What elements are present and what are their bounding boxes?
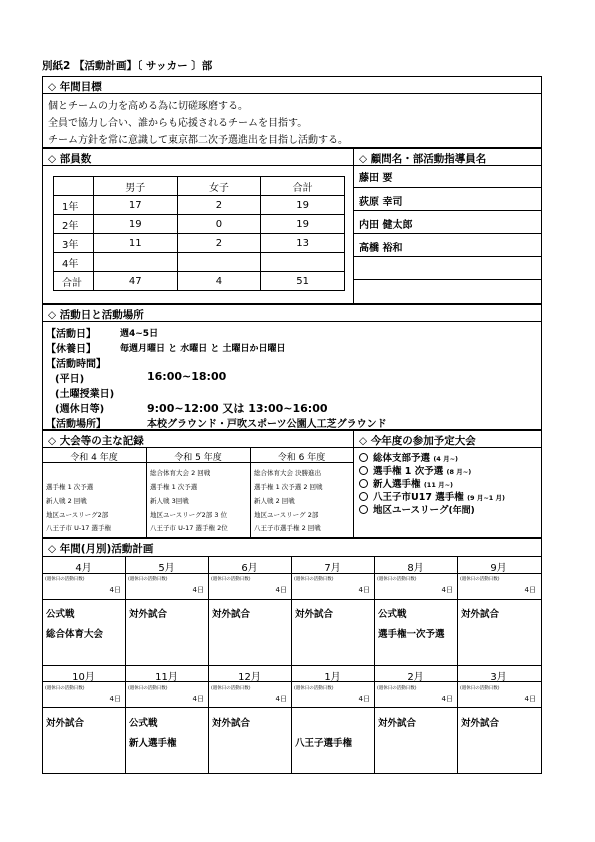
month-days: 4日 [192,695,204,703]
month-days: 4日 [358,586,370,594]
month-event: 対外試合 [378,718,417,729]
place-label: 【活動場所】 [46,419,106,430]
record-item: 選手権 1 次予選 [150,483,198,491]
month-note: (週休日の活動日数) [294,686,334,691]
planned-item: 地区ユースリーグ(年間) [359,502,475,516]
month-event: 八王子選手権 [295,738,353,749]
month-event: 対外試合 [212,609,251,620]
schedule-header: ◇ 活動日と活動場所 [48,309,144,321]
planned-item: 新人選手権 (11 月~) [359,476,453,490]
records-header: ◇ 大会等の主な記録 [48,435,144,447]
month-days: 4日 [275,695,287,703]
month-event: 公式戦 [129,718,158,729]
month-label: 3月 [490,672,507,683]
record-year: 令和 5 年度 [174,453,222,463]
month-label: 10月 [72,672,95,683]
month-days: 4日 [109,695,121,703]
month-event: 選手権一次予選 [378,629,445,640]
month-label: 9月 [490,563,507,574]
goal-line: チーム方針を常に意識して東京都二次予選進出を目指し活動する。 [48,135,348,146]
month-label: 11月 [155,672,178,683]
record-item: 新人戦 2 回戦 [254,497,295,505]
record-item: 総合体育大会 決勝進出 [254,469,322,477]
record-item: 総合体育大会 2 回戦 [150,469,211,477]
month-event: 公式戦 [46,609,75,620]
holiday-value: 9:00~12:00 又は 13:00~16:00 [147,402,328,415]
planned-item: 総体支部予選 (4 月~) [359,450,458,464]
monthly-header: ◇ 年間(月別)活動計画 [48,543,154,555]
goal-line: 全員で協力し合い、誰からも応援されるチームを目指す。 [48,118,308,129]
month-days: 4日 [109,586,121,594]
month-event: 対外試合 [461,718,500,729]
month-label: 6月 [241,563,258,574]
month-days: 4日 [358,695,370,703]
month-label: 5月 [158,563,175,574]
circle-icon [359,453,368,462]
month-label: 1月 [324,672,341,683]
table-row: 4年 [54,253,345,272]
month-label: 2月 [407,672,424,683]
advisor-name: 藤田 要 [359,173,393,184]
month-days: 4日 [524,586,536,594]
circle-icon [359,492,368,501]
month-note: (週休日の活動日数) [128,577,168,582]
record-item: 選手権 1 次予選 2 回戦 [254,483,323,491]
month-event: 対外試合 [212,718,251,729]
record-item: 新人戦 2 回戦 [46,497,87,505]
weekday-value: 16:00~18:00 [147,370,227,383]
month-note: (週休日の活動日数) [377,686,417,691]
record-item: 地区ユースリーグ2部 [46,511,109,519]
month-note: (週休日の活動日数) [460,577,500,582]
planned-item: 選手権 1 次予選 (8 月~) [359,463,471,477]
record-item: 八王子市 U-17 選手権 [46,524,112,532]
holiday-label: (週休日等) [55,404,105,415]
activity-days-value: 週4~5日 [120,329,159,339]
advisors-header: ◇ 顧問名・部活動指導員名 [359,153,487,165]
planned-header: ◇ 今年度の参加予定大会 [359,435,476,447]
members-table: 男子 女子 合計 1年 17 2 19 2年 19 0 19 3年 11 2 13 4年 合計 47 4 51 [53,176,345,291]
activity-days-label: 【活動日】 [46,329,96,340]
record-year: 令和 4 年度 [70,453,118,463]
weekday-label: (平日) [55,374,85,385]
saturday-label: (土曜授業日) [55,389,115,400]
month-label: 8月 [407,563,424,574]
advisor-name: 内田 健太郎 [359,220,413,231]
record-item: 新人戦 3回戦 [150,497,189,505]
place-value: 本校グラウンド・戸吹スポーツ公園人工芝グラウンド [147,419,387,430]
table-row: 1年 17 2 19 [54,196,345,215]
form-title: 別紙2 【活動計画】〔 サッカー 〕部 [42,60,213,72]
circle-icon [359,466,368,475]
record-item: 八王子市 U-17 選手権 2位 [150,524,228,532]
circle-icon [359,505,368,514]
planned-item: 八王子市U17 選手権 (9 月~1 月) [359,489,505,503]
month-note: (週休日の活動日数) [45,577,85,582]
month-event: 新人選手権 [129,738,177,749]
month-note: (週休日の活動日数) [211,577,251,582]
month-note: (週休日の活動日数) [45,686,85,691]
month-days: 4日 [524,695,536,703]
month-note: (週休日の活動日数) [128,686,168,691]
month-event: 総合体育大会 [46,629,104,640]
month-days: 4日 [275,586,287,594]
goal-line: 個とチームの力を高める為に切磋琢磨する。 [48,101,248,112]
month-label: 7月 [324,563,341,574]
record-item: 八王子市選手権 2 回戦 [254,524,321,532]
month-label: 4月 [75,563,92,574]
month-event: 対外試合 [295,609,334,620]
table-row: 3年 11 2 13 [54,234,345,253]
record-year: 令和 6 年度 [277,453,326,463]
month-days: 4日 [441,695,453,703]
month-days: 4日 [441,586,453,594]
month-event: 対外試合 [461,609,500,620]
month-note: (週休日の活動日数) [294,577,334,582]
record-item: 選手権 1 次予選 [46,483,94,491]
month-note: (週休日の活動日数) [377,577,417,582]
advisor-name: 荻原 幸司 [359,197,403,208]
month-days: 4日 [192,586,204,594]
table-row: 合計 47 4 51 [54,272,345,291]
month-note: (週休日の活動日数) [211,686,251,691]
advisor-name: 高橋 裕和 [359,243,403,254]
month-label: 12月 [238,672,261,683]
hours-label: 【活動時間】 [46,359,106,370]
table-row: 2年 19 0 19 [54,215,345,234]
month-event: 公式戦 [378,609,407,620]
goals-header: ◇ 年間目標 [48,81,102,93]
record-item: 地区ユースリーグ2部 3 位 [150,511,228,519]
members-header: ◇ 部員数 [48,153,92,165]
rest-days-value: 毎週月曜日 と 水曜日 と 土曜日か日曜日 [120,344,286,354]
month-event: 対外試合 [129,609,168,620]
rest-days-label: 【休養日】 [46,344,96,355]
record-item: 地区ユースリーグ 2部 [254,511,319,519]
circle-icon [359,479,368,488]
month-note: (週休日の活動日数) [460,686,500,691]
month-event: 対外試合 [46,718,85,729]
